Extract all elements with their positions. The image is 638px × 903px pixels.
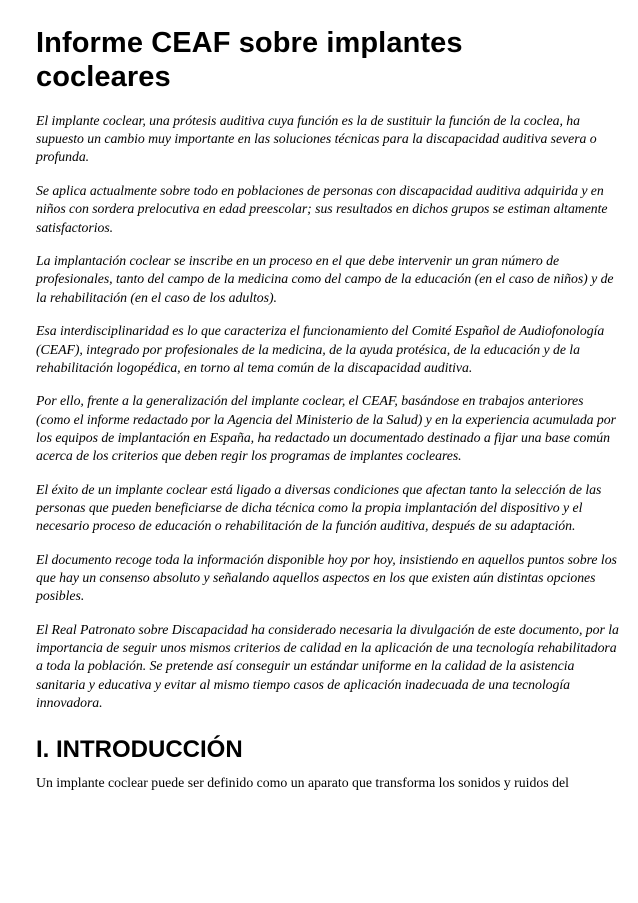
intro-paragraph-1: El implante coclear, una prótesis auditiva cuya función es la de sustituir la función de la coclea, ha supuesto un cambio muy importante en las soluciones técnicas para la discapacidad auditiva severa o profunda. [36,113,597,165]
intro-paragraph-5: Por ello, frente a la generalización del implante coclear, el CEAF, basándose en trabajos anteriores (como el informe redactado por la Agencia del Ministerio de la Salud) y en la experiencia acumulada por los equipos de implantación en España, ha redactado un documentado destinado a fijar una base común acerca de los criterios que deben regir los programas de implantes cocleares. [36,393,616,464]
document-title-line-1: Informe CEAF sobre implantes [36,27,463,59]
intro-paragraph-6: El éxito de un implante coclear está ligado a diversas condiciones que afectan tanto la selección de las personas que pueden beneficiarse de dicha técnica como la propia implantación del dispositivo y el necesario proceso de educación o rehabilitación de la función auditiva, después de su adaptación. [36,481,602,534]
document-title [36,26,620,94]
document-title-line-2: cocleares [36,61,171,93]
document-page [36,26,620,792]
intro-paragraph-7: El documento recoge toda la información disponible hoy por hoy, insistiendo en aquellos puntos sobre los que hay un consenso absoluto y señalando aquellos aspectos en los que existen aún distintas opciones posibles. [36,551,617,604]
intro-paragraph-2: Se aplica actualmente sobre todo en poblaciones de personas con discapacidad auditiva adquirida y en niños con sordera prelocutiva en edad preescolar; sus resultados en dichos grupos se estiman altamente satisfactorios. [36,183,608,235]
intro-paragraph-3: La implantación coclear se inscribe en un proceso en el que debe intervenir un gran número de profesionales, tanto del campo de la medicina como del campo de la educación (en el caso de niños) y de la rehabilitación (en el caso de los adultos). [36,253,614,305]
section-heading-introduccion: I. INTRODUCCIÓN [36,735,243,763]
intro-paragraph-4: Esa interdisciplinaridad es lo que caracteriza el funcionamiento del Comité Español de Audiofonología (CEAF), integrado por profesionales de la medicina, de la ayuda protésica, de la educación y de la rehabilitación logopédica, en torno al tema común de la discapacidad auditiva. [36,323,605,375]
intro-paragraph-8: El Real Patronato sobre Discapacidad ha considerado necesaria la divulgación de este documento, por la importancia de seguir unos mismos criterios de calidad en la aplicación de una tecnología rehabilitadora a toda la población. Se pretende así conseguir un estándar uniforme en la calidad de la asistencia sanitaria y educativa y evitar al mismo tiempo casos de aplicación inadecuada de una tecnología innovadora. [36,621,619,710]
section-body-first-line: Un implante coclear puede ser definido como un aparato que transforma los sonidos y ruidos del [36,774,569,790]
